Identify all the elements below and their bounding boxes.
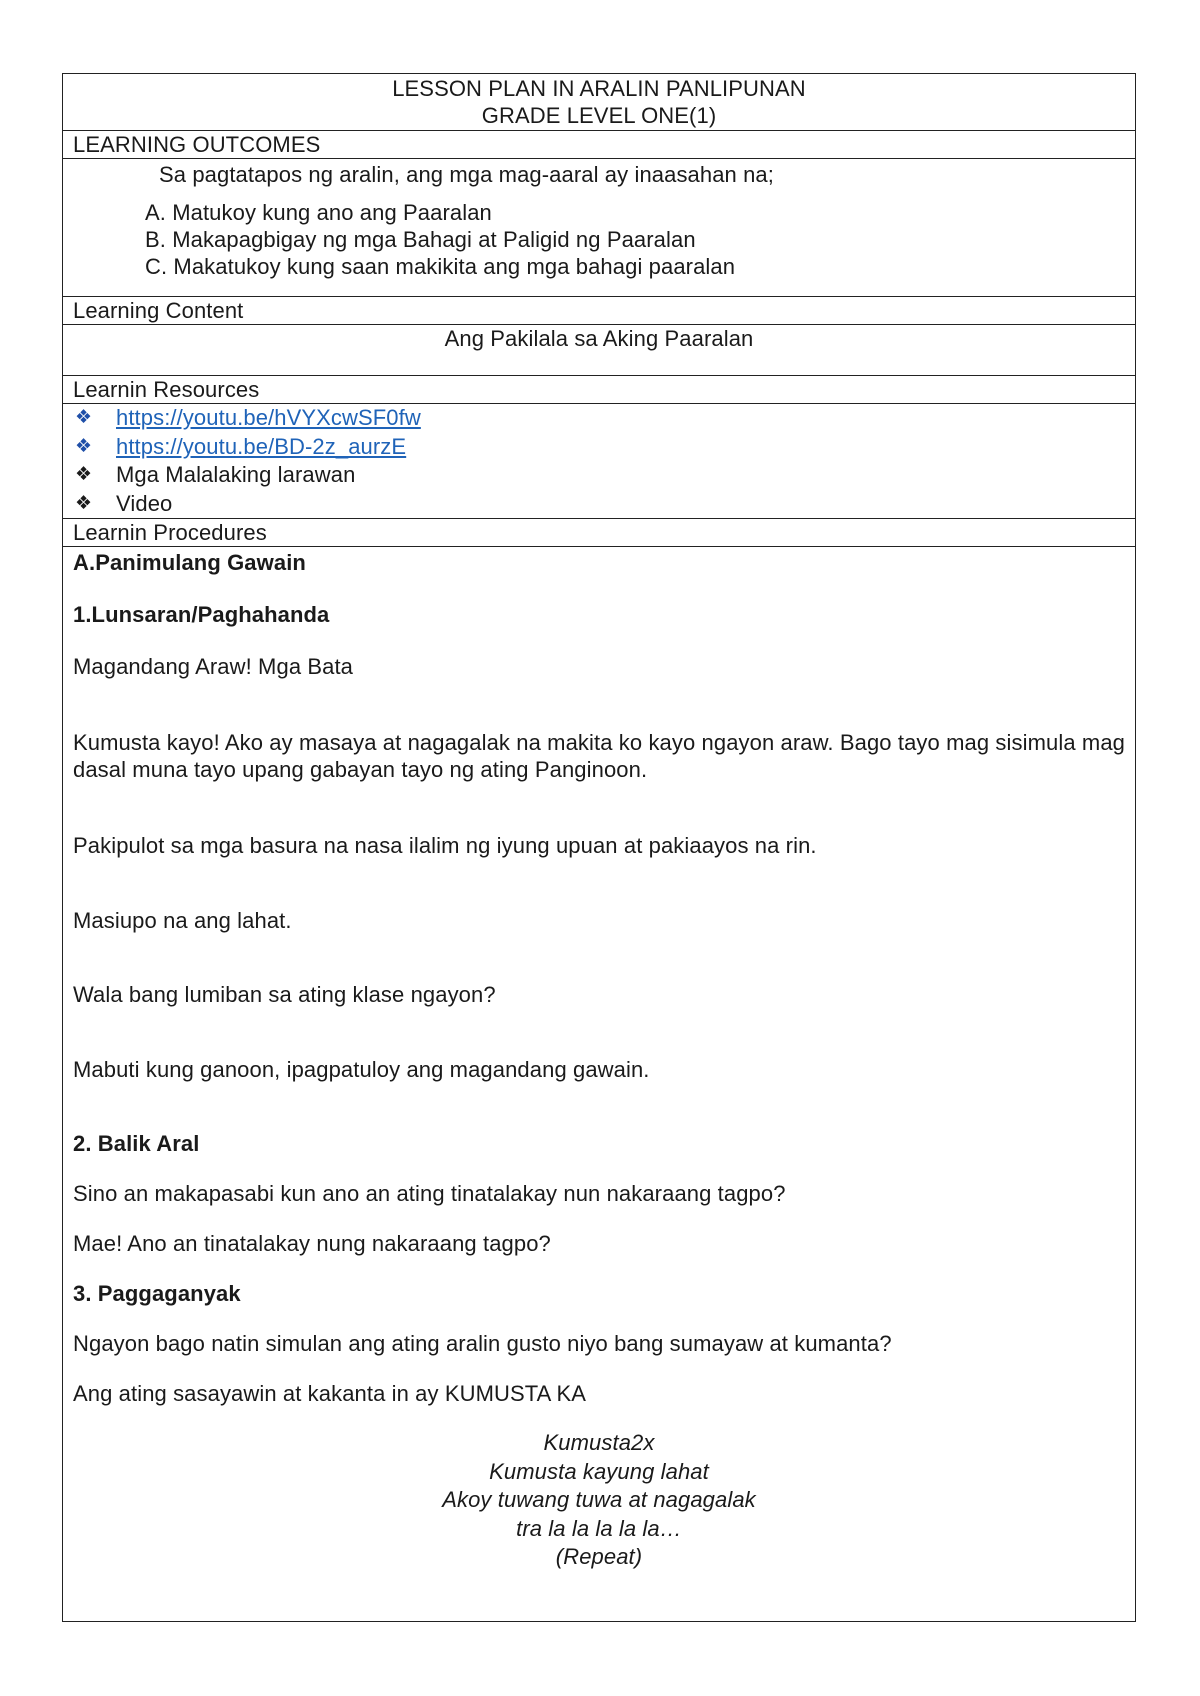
resources-heading-row [63, 376, 1136, 404]
diamond-bullet-icon: ❖ [75, 464, 93, 485]
procedures-body-row [63, 547, 1136, 1622]
content-topic-row [63, 325, 1136, 376]
resource-item [73, 461, 1125, 490]
objective-item: C. Makatukoy kung saan makikita ang mga bahagi paaralan [145, 254, 736, 279]
outcomes-intro: Sa pagtatapos ng aralin, ang mga mag-aaral ay inaasahan na; [159, 162, 774, 187]
diamond-bullet-icon: ❖ [75, 492, 93, 514]
question-text: Sino an makapasabi kun ano an ating tinatalakay nun nakaraang tagpo? [73, 1181, 786, 1206]
resource-text: Video [116, 490, 173, 516]
paragraph: Wala bang lumiban sa ating klase ngayon? [73, 982, 496, 1007]
section-heading: A.Panimulang Gawain [73, 550, 306, 575]
song-line: (Repeat) [555, 1544, 643, 1569]
paragraph: Pakipulot sa mga basura na nasa ilalim ng iyung upuan at pakiaayos na rin. [73, 833, 817, 858]
paragraph: Mabuti kung ganoon, ipagpatuloy ang magandang gawain. [73, 1057, 650, 1082]
paragraph: Kumusta kayo! Ako ay masaya at nagagalak na makita ko kayo ngayon araw. Bago tayo mag sisimula mag dasal muna tayo upang gabayan tayo ng ating Panginoon. [73, 730, 1125, 782]
outcomes-heading: LEARNING OUTCOMES [63, 131, 1136, 159]
resource-link[interactable]: https://youtu.be/hVYXcwSF0fw [116, 405, 421, 430]
song-line: Kumusta2x [543, 1430, 655, 1455]
objective-item: B. Makapagbigay ng mga Bahagi at Paligid ng Paaralan [145, 227, 696, 252]
resources-heading: Learnin Resources [63, 376, 1136, 404]
question-text: Ngayon bago natin simulan ang ating aralin gusto niyo bang sumayaw at kumanta? [73, 1331, 892, 1356]
title-row [63, 74, 1136, 131]
outcomes-heading-row [63, 131, 1136, 159]
paragraph: Masiupo na ang lahat. [73, 908, 292, 933]
resource-link[interactable]: https://youtu.be/BD-2z_aurzE [116, 433, 407, 459]
question-text: Ang ating sasayawin at kakanta in ay KUMUSTA KA [73, 1381, 586, 1406]
song-lyrics [73, 1429, 1125, 1572]
resources-body-row [63, 404, 1136, 519]
objective-item: A. Matukoy kung ano ang Paaralan [145, 200, 492, 225]
resource-item [73, 433, 1125, 462]
resource-text: Mga Malalaking larawan [116, 462, 356, 487]
content-heading-row [63, 297, 1136, 325]
resources-list [73, 404, 1125, 518]
resource-item [73, 490, 1125, 519]
content-topic: Ang Pakilala sa Aking Paaralan [63, 325, 1136, 376]
lesson-plan-table [62, 73, 1136, 1622]
song-line: Kumusta kayung lahat [489, 1458, 709, 1484]
step-heading: 1.Lunsaran/Paghahanda [73, 602, 330, 627]
song-line: tra la la la la la… [516, 1515, 682, 1541]
greeting-text: Magandang Araw! Mga Bata [73, 654, 354, 679]
grade-level: GRADE LEVEL ONE(1) [481, 103, 717, 128]
resources-body [63, 404, 1136, 519]
diamond-bullet-icon: ❖ [75, 435, 93, 457]
step-heading: 3. Paggaganyak [73, 1281, 241, 1306]
procedures-body [63, 547, 1136, 1622]
content-heading: Learning Content [63, 297, 1136, 325]
procedures-heading: Learnin Procedures [63, 519, 1136, 547]
outcomes-body [63, 159, 1136, 297]
song-line: Akoy tuwang tuwa at nagagalak [442, 1487, 756, 1512]
diamond-bullet-icon: ❖ [75, 407, 93, 428]
title-cell [63, 74, 1136, 131]
procedures-heading-row [63, 519, 1136, 547]
resource-item [73, 404, 1125, 433]
document-title: LESSON PLAN IN ARALIN PANLIPUNAN [392, 76, 806, 101]
step-heading: 2. Balik Aral [73, 1131, 200, 1156]
question-text: Mae! Ano an tinatalakay nung nakaraang tagpo? [73, 1231, 551, 1256]
outcomes-body-row [63, 159, 1136, 297]
